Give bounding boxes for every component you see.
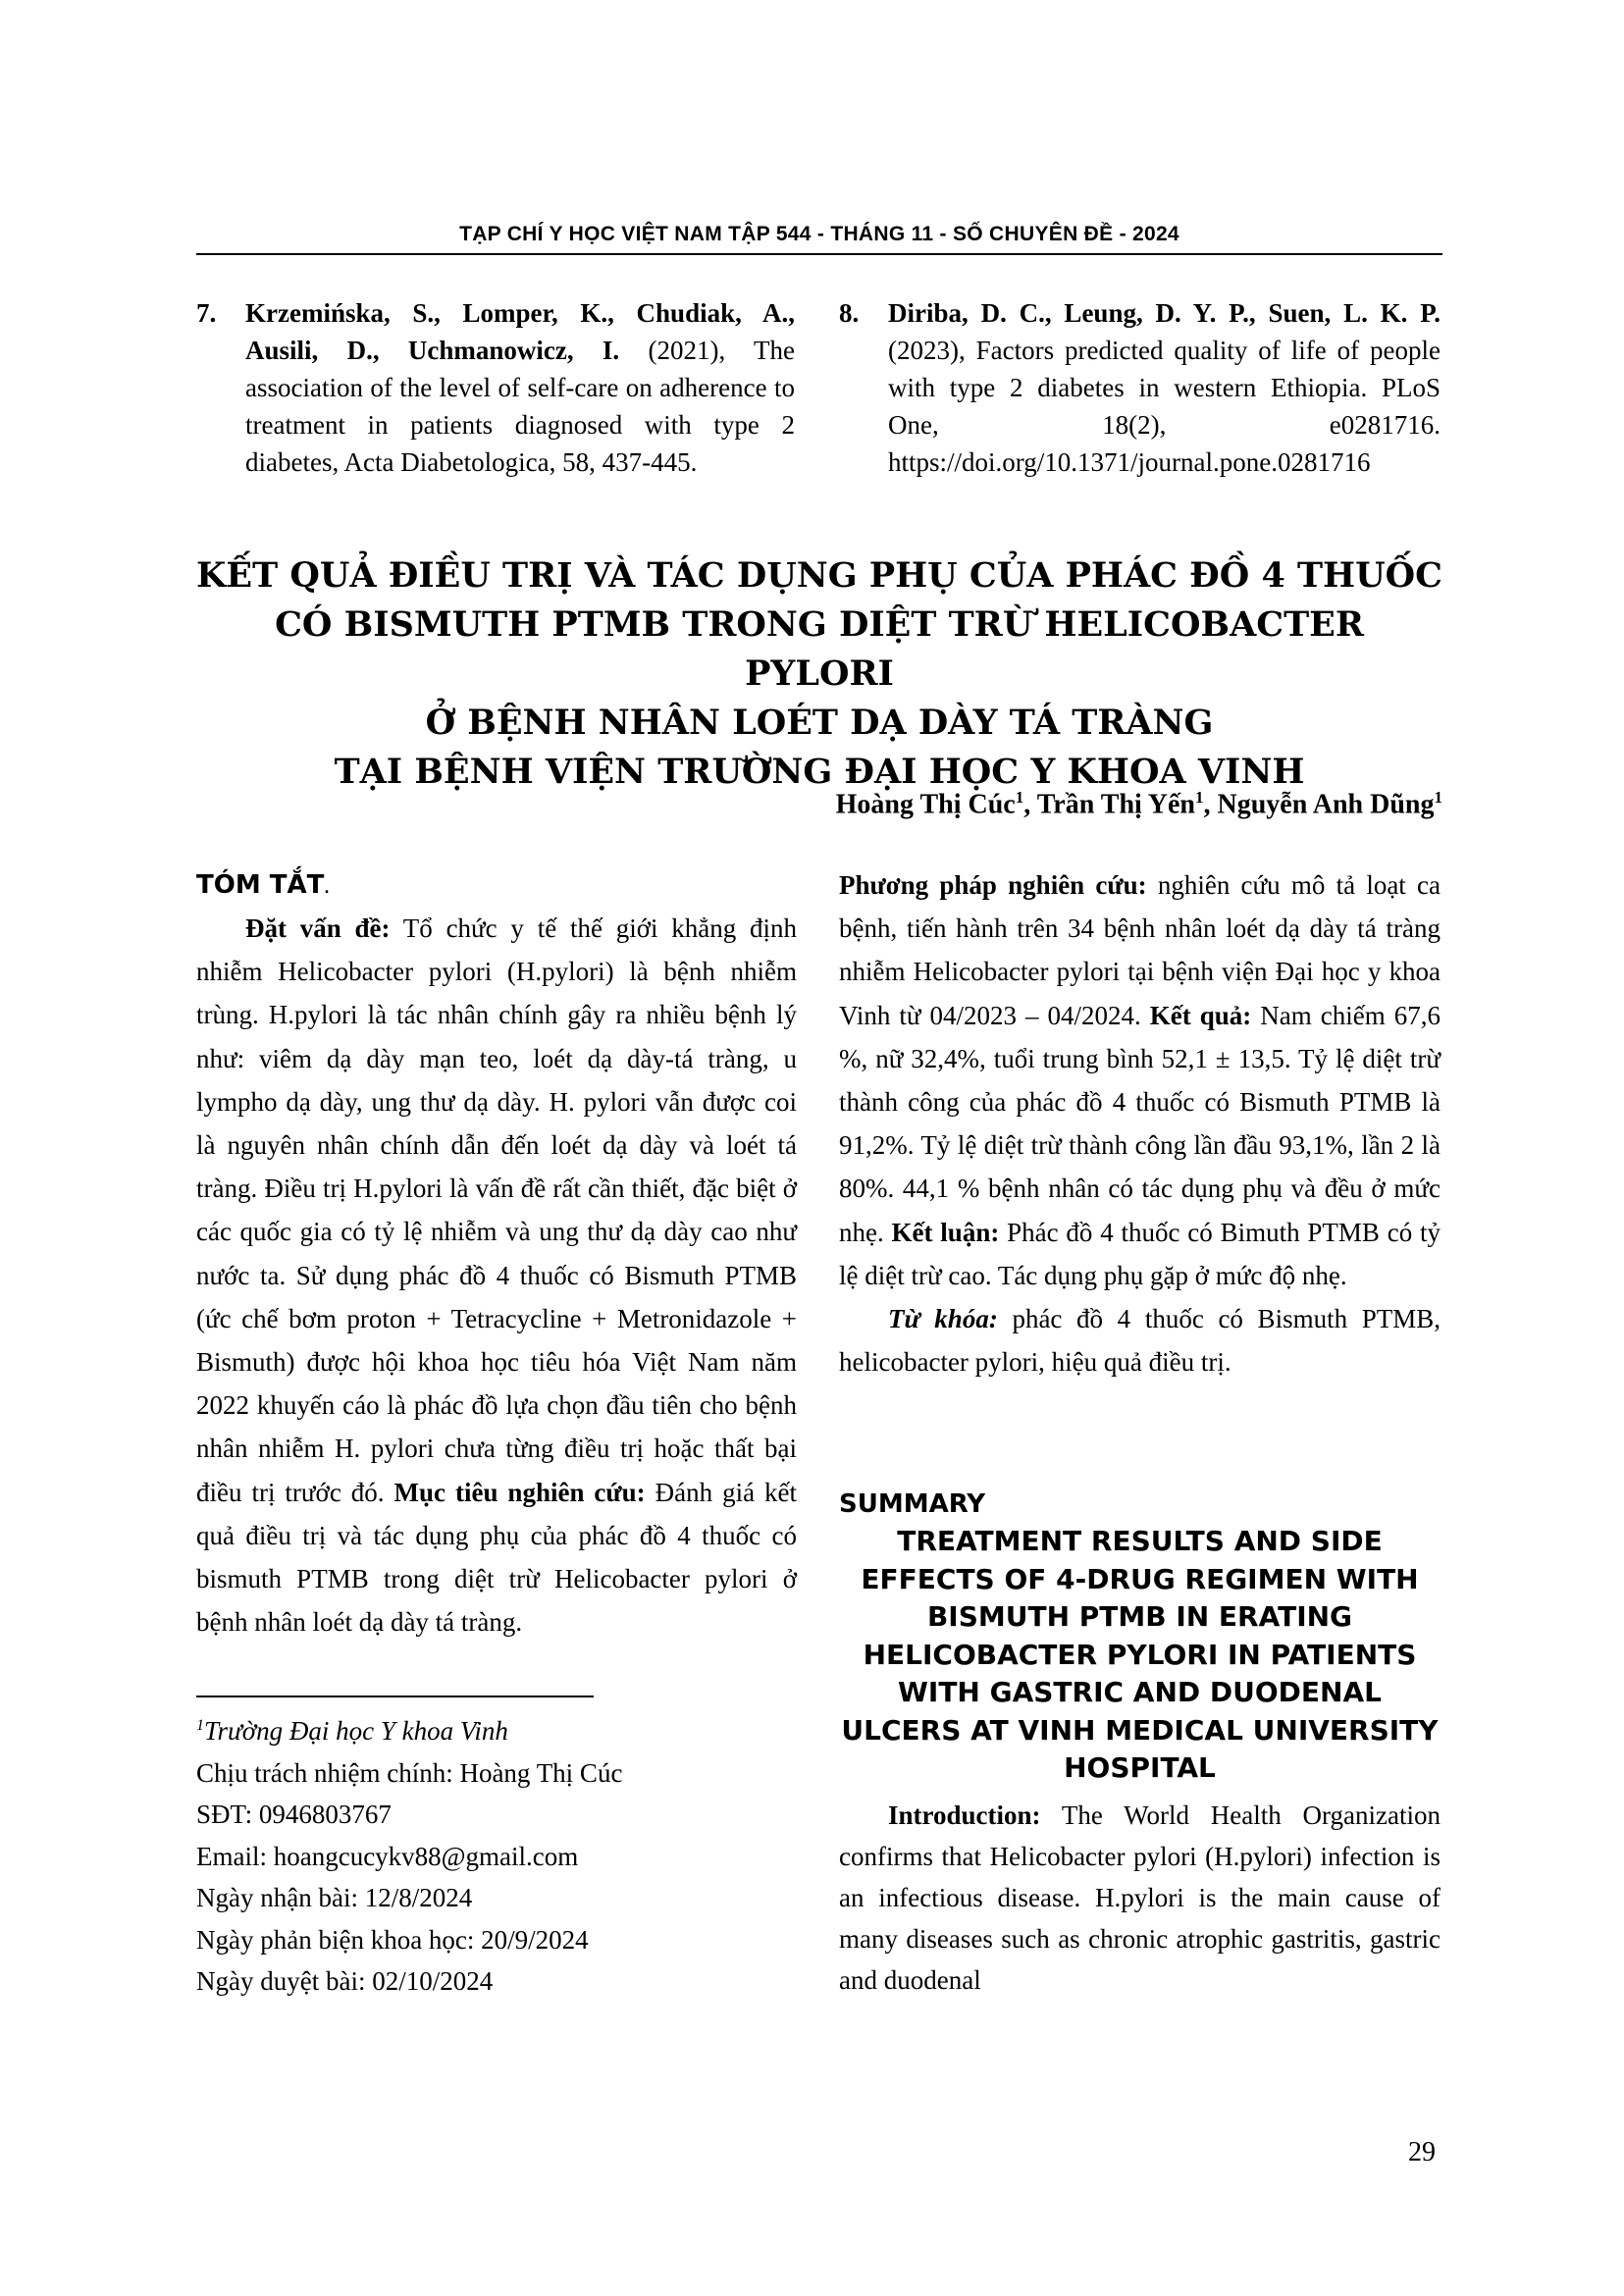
section-label: Mục tiêu nghiên cứu: [393,1477,646,1507]
abstract-heading-dot: . [324,881,330,897]
header-rule [196,253,1442,255]
keywords-text: phác đồ 4 thuốc có Bismuth PTMB, helicobacter pylori, hiệu quả điều trị. [839,1304,1441,1378]
title-line: CÓ BISMUTH PTMB TRONG DIỆT TRỪ HELICOBACTER PYLORI [275,604,1364,694]
section-text: Phác đồ 4 thuốc có Bimuth PTMB có tỷ lệ diệt trừ cao. Tác dụng phụ gặp ở mức độ nhẹ. [839,1217,1441,1290]
section-text: Nam chiếm 67,6 %, nữ 32,4%, tuổi trung bình 52,1 ± 13,5. Tỷ lệ diệt trừ thành công của phác đồ 4 thuốc có Bismuth PTMB là 91,2%. Tỷ lệ diệt trừ thành công lần đầu 93,1%, lần 2 là 80%. 44,1 % bệnh nhân có tác dụng phụ và đều ở mức nhẹ. [839,1000,1441,1247]
footnote-line: Chịu trách nhiệm chính: Hoàng Thị Cúc [196,1757,623,1788]
footnote [196,1705,797,2003]
footnote-line: Email: hoangcucykv88@gmail.com [196,1841,579,1871]
journal-header: TẠP CHÍ Y HỌC VIỆT NAM TẬP 544 - THÁNG 11 - SỐ CHUYÊN ĐỀ - 2024 [459,223,1179,245]
section-text: Tổ chức y tế thế giới khẳng định nhiễm Helicobacter pylori (H.pylori) là bệnh nhiễm trùng. H.pylori là tác nhân chính gây ra nhiều bệnh lý như: viêm dạ dày mạn teo, loét dạ dày-tá tràng, u lympho dạ dày, ung thư dạ dày. H. pylori vẫn được coi là nguyên nhân chính dẫn đến loét dạ dày và loét tá tràng. Điều trị H.pylori là vấn đề rất cần thiết, đặc biệt ở các quốc gia có tỷ lệ nhiễm và ung thư dạ dày cao như nước ta. Sử dụng phác đồ 4 thuốc có Bismuth PTMB (ức chế bơm proton + Tetracycline + Metronidazole + Bismuth) được hội khoa học tiêu hóa Việt Nam năm 2022 khuyến cáo là phác đồ lựa chọn đầu tiên cho bệnh nhân nhiễm H. pylori chưa từng điều trị hoặc thất bại điều trị trước đó. [196,913,797,1507]
summary-heading: SUMMARY [839,1489,986,1519]
reference-text: (2021), The association of the level of self-care on adherence to treatment in patients diagnosed with type 2 diabetes, Acta Diabetologica, 58, 437-445. [245,336,795,477]
author-affiliation: 1 [1015,788,1024,807]
reference-8 [839,294,1441,481]
abstract-left-column [196,907,797,1644]
author-separator: , [1023,789,1037,820]
footnote-line: SĐT: 0946803767 [196,1800,392,1829]
section-label: Kết luận: [891,1217,1000,1247]
summary-title-line: EFFECTS OF 4-DRUG REGIMEN WITH [861,1562,1419,1595]
article-title [196,551,1442,797]
summary-title-line: ULCERS AT VINH MEDICAL UNIVERSITY [841,1713,1439,1747]
summary-title-line: TREATMENT RESULTS AND SIDE [897,1525,1383,1557]
reference-authors: Diriba, D. C., Leung, D. Y. P., Suen, L. K. P. [888,298,1441,328]
footnote-rule [196,1696,594,1697]
summary-title-line: HELICOBACTER PYLORI IN PATIENTS [863,1638,1417,1671]
summary-title-line: WITH GASTRIC AND DUODENAL [898,1676,1382,1708]
abstract-right-column [839,863,1441,1383]
author-affiliation: 1 [1195,788,1204,807]
footnote-line: Ngày phản biện khoa học: 20/9/2024 [196,1924,589,1955]
section-text: Đánh giá kết quả điều trị và tác dụng phụ của phác đồ 4 thuốc có bismuth PTMB trong diệt trừ Helicobacter pylori ở bệnh nhân loét dạ dày tá tràng. [196,1477,798,1638]
footnote-affiliation: Trường Đại học Y khoa Vinh [204,1716,508,1746]
title-line: TẠI BỆNH VIỆN TRƯỜNG ĐẠI HỌC Y KHOA VINH [334,752,1305,792]
reference-text: (2023), Factors predicted quality of life of people with type 2 diabetes in western Ethiopia. PLoS One, 18(2), e0281716. https://doi.org/10.1371/journal.pone.0281716 [888,336,1441,477]
author-affiliation: 1 [1434,788,1442,807]
page-number: 29 [1408,2137,1436,2167]
section-text: nghiên cứu mô tả loạt ca bệnh, tiến hành trên 34 bệnh nhân loét dạ dày tá tràng nhiễm Helicobacter pylori tại bệnh viện Đại học y khoa Vinh từ 04/2023 – 04/2024. [839,870,1441,1030]
section-label: Đặt vấn đề: [245,913,391,943]
abstract-heading-text: TÓM TẮT [196,870,325,900]
section-label: Kết quả: [1149,1000,1252,1030]
reference-number: 8. [839,298,860,328]
author-name: Trần Thị Yến [1036,789,1196,820]
title-line: Ở BỆNH NHÂN LOÉT DẠ DÀY TÁ TRÀNG [425,703,1214,743]
reference-7 [196,294,795,481]
author-list [836,788,1442,820]
summary-title-line: HOSPITAL [1064,1751,1216,1784]
author-separator: , [1203,789,1218,820]
keywords-label: Từ khóa: [888,1304,998,1334]
abstract-heading [196,870,330,900]
footnote-mark: 1 [196,1717,204,1734]
reference-authors: Krzemińska, S., Lomper, K., Chudiak, A., Ausili, D., Uchmanowicz, I. [245,298,795,365]
author-name: Hoàng Thị Cúc [835,789,1016,820]
summary-title-line: BISMUTH PTMB IN ERATING [926,1600,1353,1633]
title-line: KẾT QUẢ ĐIỀU TRỊ VÀ TÁC DỤNG PHỤ CỦA PHÁC ĐỒ 4 THUỐC [196,555,1442,596]
reference-number: 7. [196,298,217,328]
section-text: The World Health Organization confirms that Helicobacter pylori (H.pylori) infection is an infectious disease. H.pylori is the main cause of many diseases such as chronic atrophic gastritis, gastric and duodenal [839,1800,1441,1995]
section-label: Introduction: [888,1800,1041,1830]
footnote-line: Ngày nhận bài: 12/8/2024 [196,1883,473,1912]
footnote-line: Ngày duyệt bài: 02/10/2024 [196,1966,494,1996]
summary-title [839,1523,1441,1788]
summary-body [839,1795,1441,2001]
section-label: Phương pháp nghiên cứu: [839,870,1147,900]
author-name: Nguyễn Anh Dũng [1217,789,1435,820]
